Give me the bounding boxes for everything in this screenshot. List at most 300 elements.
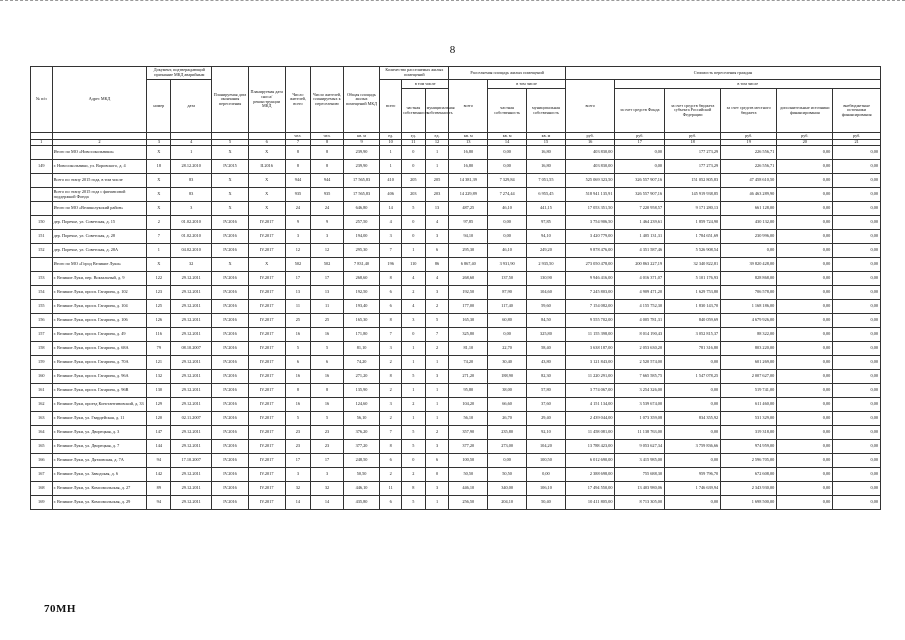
cell-total-area: 56,10: [343, 412, 380, 426]
cell-cost-extra: 0,00: [777, 202, 833, 216]
cell-cost-total: 403 830,00: [565, 146, 615, 160]
cell-area-municipal: 6 955,45: [527, 188, 566, 202]
cell-area-total: 104,20: [449, 398, 488, 412]
cell-cost-fund: 8 014 190,43: [615, 328, 665, 342]
cell-rooms-municipal: 203: [425, 188, 449, 202]
cell-rooms-municipal: 1: [425, 412, 449, 426]
cell-cost-total: 17 053 351,50: [565, 202, 615, 216]
cell-plan-relocation: IV.2016: [212, 468, 249, 482]
cell-rooms-private: 4: [401, 300, 425, 314]
cell-rooms-total: 6: [380, 496, 402, 510]
cell-rooms-municipal: 3: [425, 370, 449, 384]
cell-address: г. Великие Луки, ул. Гвардейская, д. 11: [52, 412, 147, 426]
cell-rooms-municipal: 1: [425, 384, 449, 398]
cell-cost-fund: 4 909 471,20: [615, 286, 665, 300]
cell-cost-extra: 0,00: [777, 412, 833, 426]
cell-plan-relocation: IV.2016: [212, 412, 249, 426]
cell-doc-number: X: [147, 174, 171, 188]
cell-area-municipal: 50,40: [527, 496, 566, 510]
cell-row-number: 167: [31, 468, 53, 482]
cell-cost-extra: 0,00: [777, 160, 833, 174]
cell-people: 935: [285, 188, 311, 202]
column-number: 10: [380, 140, 402, 146]
cell-row-number: 162: [31, 398, 53, 412]
cell-cost-total: 11 458 081,00: [565, 426, 615, 440]
cell-doc-date: 04.02.2010: [171, 244, 212, 258]
table-row: [31, 384, 881, 398]
table-row: [31, 160, 881, 174]
cell-plan-relocation: IV.2016: [212, 216, 249, 230]
cell-total-area: 171,80: [343, 328, 380, 342]
cell-row-number: [31, 146, 53, 160]
cell-doc-number: 144: [147, 440, 171, 454]
cell-address: г. Великие Луки, просп. Гагарина, д. 106: [52, 314, 147, 328]
cell-total-area: 74,20: [343, 356, 380, 370]
cell-rooms-private: 3: [401, 314, 425, 328]
cell-rooms-municipal: 7: [425, 328, 449, 342]
cell-row-number: 159: [31, 356, 53, 370]
cell-cost-extra: 0,00: [777, 188, 833, 202]
cell-rooms-municipal: 2: [425, 300, 449, 314]
cell-row-number: 157: [31, 328, 53, 342]
cell-cost-excess: 0,00: [833, 258, 881, 272]
cell-rooms-municipal: 2: [425, 426, 449, 440]
cell-cost-fund: 0,00: [615, 160, 665, 174]
cell-cost-region: 0,00: [665, 384, 721, 398]
column-number: 2: [52, 140, 147, 146]
cell-rooms-private: 110: [401, 258, 425, 272]
cell-area-municipal: 43,80: [527, 356, 566, 370]
cell-row-number: 166: [31, 454, 53, 468]
cell-area-total: 50,50: [449, 468, 488, 482]
cell-row-number: [31, 202, 53, 216]
cell-doc-number: 123: [147, 286, 171, 300]
column-number: 4: [171, 140, 212, 146]
cell-rooms-total: 6: [380, 300, 402, 314]
cell-doc-date: 1: [171, 146, 212, 160]
table-row: [31, 482, 881, 496]
cell-row-number: 161: [31, 384, 53, 398]
cell-address: г. Великие Луки, просп. Гагарина, д. 96В: [52, 384, 147, 398]
cell-plan-demolition: IV.2017: [248, 412, 285, 426]
cell-cost-excess: 0,00: [833, 174, 881, 188]
cell-cost-total: 3 121 843,00: [565, 356, 615, 370]
cell-total-area: 271,20: [343, 370, 380, 384]
cell-doc-number: 116: [147, 328, 171, 342]
cell-people-planned: 935: [311, 188, 343, 202]
cell-people: 944: [285, 174, 311, 188]
hdr-cost-region: за счет средств бюджета субъекта Российской Федерации: [665, 89, 721, 133]
cell-doc-number: 7: [147, 230, 171, 244]
cell-rooms-municipal: 3: [425, 482, 449, 496]
cell-doc-number: 126: [147, 314, 171, 328]
cell-cost-region: 3 052 815,37: [665, 328, 721, 342]
cell-cost-total: 2 439 044,00: [565, 412, 615, 426]
cell-cost-local: 601 269,00: [721, 356, 777, 370]
cell-row-number: 155: [31, 300, 53, 314]
cell-rooms-total: 3: [380, 398, 402, 412]
cell-address: Итого по МО «Город Великие Луки»: [52, 258, 147, 272]
hdr-total-area: Общая площадь жилых помещений МКД: [343, 67, 380, 133]
cell-area-private: 3 931,90: [488, 258, 527, 272]
cell-cost-fund: 13 403 980,06: [615, 482, 665, 496]
cell-cost-region: 1 547 078,25: [665, 370, 721, 384]
cell-area-total: 16,80: [449, 160, 488, 174]
cell-rooms-municipal: 3: [425, 440, 449, 454]
cell-plan-demolition: IV.2017: [248, 286, 285, 300]
cell-rooms-private: 0: [401, 328, 425, 342]
cell-area-private: 50,50: [488, 468, 527, 482]
cell-cost-total: 3 774 067,00: [565, 384, 615, 398]
cell-cost-region: 0,00: [665, 454, 721, 468]
cell-cost-excess: 0,00: [833, 314, 881, 328]
cell-row-number: 169: [31, 496, 53, 510]
cell-cost-region: 840 059,69: [665, 314, 721, 328]
cell-cost-fund: 1 464 239,61: [615, 216, 665, 230]
unit-cell: ед.: [425, 133, 449, 140]
cell-people-planned: 6: [311, 356, 343, 370]
cell-rooms-total: 2: [380, 356, 402, 370]
cell-area-private: 137,50: [488, 272, 527, 286]
cell-cost-total: 7 245 803,00: [565, 286, 615, 300]
cell-cost-region: 5 526 908,54: [665, 244, 721, 258]
cell-cost-total: 3 754 906,50: [565, 216, 615, 230]
cell-plan-demolition: IV.2017: [248, 468, 285, 482]
cell-plan-demolition: IV.2017: [248, 244, 285, 258]
cell-area-total: 325,80: [449, 328, 488, 342]
cell-cost-excess: 0,00: [833, 244, 881, 258]
unit-cell: ед.: [380, 133, 402, 140]
cell-cost-excess: 0,00: [833, 482, 881, 496]
hdr-area: Расселяемая площадь жилых помещений: [449, 67, 565, 80]
cell-cost-region: 1 830 143,70: [665, 300, 721, 314]
cell-doc-date: 29.12.2011: [171, 426, 212, 440]
cell-plan-demolition: IV.2017: [248, 314, 285, 328]
cell-people-planned: 14: [311, 496, 343, 510]
cell-people: 502: [285, 258, 311, 272]
cell-total-area: 17 565,83: [343, 174, 380, 188]
cell-rooms-private: 205: [401, 174, 425, 188]
cell-people-planned: 944: [311, 174, 343, 188]
cell-doc-date: 02.11.2007: [171, 412, 212, 426]
cell-area-total: 6 867,40: [449, 258, 488, 272]
cell-doc-number: 79: [147, 342, 171, 356]
cell-cost-excess: 0,00: [833, 454, 881, 468]
cell-people: 9: [285, 216, 311, 230]
cell-people-planned: 8: [311, 384, 343, 398]
cell-area-municipal: 58,40: [527, 342, 566, 356]
cell-cost-local: 88 322,00: [721, 328, 777, 342]
cell-rooms-private: 8: [401, 482, 425, 496]
cell-address: г. Великие Луки, просп. Гагарина, д. 70А: [52, 356, 147, 370]
cell-cost-excess: 0,00: [833, 188, 881, 202]
cell-cost-extra: 0,00: [777, 496, 833, 510]
cell-cost-local: 803 220,00: [721, 342, 777, 356]
cell-doc-number: 89: [147, 482, 171, 496]
cell-cost-extra: 0,00: [777, 314, 833, 328]
cell-people-planned: 16: [311, 328, 343, 342]
cell-cost-extra: 0,00: [777, 286, 833, 300]
cell-rooms-total: 2: [380, 384, 402, 398]
cell-cost-region: 1 746 639,94: [665, 482, 721, 496]
cell-area-municipal: 104,60: [527, 286, 566, 300]
cell-cost-region: 177 273,29: [665, 160, 721, 174]
hdr-rooms-total: всего: [380, 80, 402, 133]
column-number: 7: [285, 140, 311, 146]
cell-rooms-municipal: 1: [425, 356, 449, 370]
cell-area-total: 357,90: [449, 426, 488, 440]
cell-doc-date: 17.10.2007: [171, 454, 212, 468]
cell-cost-extra: 0,00: [777, 272, 833, 286]
cell-row-number: [31, 174, 53, 188]
cell-area-private: 0,00: [488, 216, 527, 230]
cell-rooms-total: 3: [380, 342, 402, 356]
unit-cell: кв. м: [488, 133, 527, 140]
cell-plan-relocation: IV.2016: [212, 482, 249, 496]
cell-cost-excess: 0,00: [833, 370, 881, 384]
cell-row-number: [31, 258, 53, 272]
cell-rooms-private: 203: [401, 188, 425, 202]
table-row: [31, 174, 881, 188]
cell-area-total: 377,20: [449, 440, 488, 454]
cell-plan-relocation: X: [212, 202, 249, 216]
cell-cost-region: 5 101 176,93: [665, 272, 721, 286]
column-number: 17: [615, 140, 665, 146]
cell-doc-number: 132: [147, 370, 171, 384]
cell-plan-demolition: IV.2017: [248, 300, 285, 314]
cell-total-area: 50,50: [343, 468, 380, 482]
cell-cost-region: 1 859 724,90: [665, 216, 721, 230]
cell-doc-date: 01.02.2010: [171, 216, 212, 230]
cell-plan-relocation: X: [212, 188, 249, 202]
column-number: 21: [833, 140, 881, 146]
cell-cost-extra: 0,00: [777, 454, 833, 468]
cell-people: 24: [285, 202, 311, 216]
cell-row-number: 154: [31, 286, 53, 300]
cell-area-municipal: 249,20: [527, 244, 566, 258]
cell-plan-demolition: X: [248, 258, 285, 272]
table-row: [31, 216, 881, 230]
cell-rooms-municipal: 1: [425, 146, 449, 160]
cell-cost-total: 9 878 476,00: [565, 244, 615, 258]
cell-doc-date: 32: [171, 258, 212, 272]
hdr-address: Адрес МКД: [52, 67, 147, 133]
table-row: [31, 398, 881, 412]
cell-area-private: 38,00: [488, 384, 527, 398]
unit-cell: руб.: [833, 133, 881, 140]
column-number: 6: [248, 140, 285, 146]
cell-area-total: 487,25: [449, 202, 488, 216]
cell-cost-total: 7 154 082,00: [565, 300, 615, 314]
column-number: 3: [147, 140, 171, 146]
cell-cost-local: 230 996,00: [721, 230, 777, 244]
cell-rooms-private: 0: [401, 216, 425, 230]
cell-total-area: 376,20: [343, 426, 380, 440]
cell-total-area: 446,10: [343, 482, 380, 496]
hdr-rooms-municipal: муниципальная собственность: [425, 89, 449, 133]
cell-area-municipal: 441,15: [527, 202, 566, 216]
cell-rooms-private: 5: [401, 496, 425, 510]
cell-people: 32: [285, 482, 311, 496]
cell-address: г. Великие Луки, просп. Гагарина, д. 49: [52, 328, 147, 342]
cell-cost-fund: 2 053 630,20: [615, 342, 665, 356]
cell-cost-excess: 0,00: [833, 146, 881, 160]
cell-cost-fund: 11 138 763,00: [615, 426, 665, 440]
cell-doc-date: 29.12.2011: [171, 468, 212, 482]
cell-doc-number: 147: [147, 426, 171, 440]
table-row: [31, 468, 881, 482]
cell-people-planned: 3: [311, 468, 343, 482]
cell-area-total: 165,30: [449, 314, 488, 328]
cell-total-area: 17 565,83: [343, 188, 380, 202]
cell-rooms-total: 2: [380, 468, 402, 482]
cell-cost-region: 0,00: [665, 356, 721, 370]
cell-row-number: 150: [31, 216, 53, 230]
cell-area-total: 56,10: [449, 412, 488, 426]
cell-cost-local: 661 128,00: [721, 202, 777, 216]
cell-cost-excess: 0,00: [833, 342, 881, 356]
cell-plan-demolition: IV.2017: [248, 342, 285, 356]
cell-plan-demolition: IV.2017: [248, 384, 285, 398]
cell-cost-local: 39 820 428,00: [721, 258, 777, 272]
cell-rooms-municipal: 4: [425, 272, 449, 286]
cell-cost-extra: 0,00: [777, 482, 833, 496]
cell-people: 16: [285, 370, 311, 384]
hdr-area-total: всего: [449, 80, 488, 133]
hdr-cost-incl: в том числе: [615, 80, 881, 89]
cell-row-number: 152: [31, 244, 53, 258]
cell-cost-region: 32 340 822,81: [665, 258, 721, 272]
cell-people: 12: [285, 244, 311, 258]
cell-area-municipal: 94,10: [527, 230, 566, 244]
cell-cost-fund: 8 713 305,00: [615, 496, 665, 510]
cell-row-number: [31, 188, 53, 202]
cell-plan-relocation: IV.2016: [212, 356, 249, 370]
cell-area-total: 95,80: [449, 384, 488, 398]
cell-rooms-municipal: 2: [425, 342, 449, 356]
cell-address: г. Великие Луки, просп. Гагарина, д. 102: [52, 286, 147, 300]
hdr-doc-number: номер: [147, 80, 171, 133]
table-row: [31, 454, 881, 468]
cell-plan-relocation: X: [212, 258, 249, 272]
cell-area-total: 100,50: [449, 454, 488, 468]
column-number: 16: [565, 140, 615, 146]
cell-plan-relocation: IV.2016: [212, 272, 249, 286]
cell-address: г. Великие Луки, ул. Комсомольская, д. 27: [52, 482, 147, 496]
cell-area-private: 117,40: [488, 300, 527, 314]
hdr-plan-demolition: Планируемая дата сноса/ реконструкции МКД: [248, 67, 285, 133]
cell-area-total: 14 229,89: [449, 188, 488, 202]
cell-cost-total: 13 788 423,00: [565, 440, 615, 454]
table-row: [31, 412, 881, 426]
cell-area-total: 256,50: [449, 496, 488, 510]
cell-area-total: 14 381,39: [449, 174, 488, 188]
cell-plan-relocation: IV.2016: [212, 496, 249, 510]
cell-doc-date: 29.12.2011: [171, 384, 212, 398]
cell-area-private: 22,70: [488, 342, 527, 356]
cell-doc-number: X: [147, 146, 171, 160]
hdr-cost-excess: внебюджетные источники финансирования: [833, 89, 881, 133]
cell-doc-number: 125: [147, 300, 171, 314]
cell-area-private: 0,00: [488, 146, 527, 160]
cell-people-planned: 16: [311, 370, 343, 384]
cell-rooms-total: 8: [380, 440, 402, 454]
cell-row-number: 165: [31, 440, 53, 454]
cell-area-municipal: 325,80: [527, 328, 566, 342]
cell-people-planned: 23: [311, 440, 343, 454]
cell-area-private: 273,00: [488, 440, 527, 454]
cell-area-private: 0,00: [488, 454, 527, 468]
cell-people: 23: [285, 426, 311, 440]
cell-cost-fund: 4 005 781,31: [615, 314, 665, 328]
cell-people: 5: [285, 342, 311, 356]
cell-doc-date: 29.12.2011: [171, 300, 212, 314]
cell-area-municipal: 100,50: [527, 454, 566, 468]
cell-rooms-total: 8: [380, 370, 402, 384]
cell-plan-demolition: IV.2017: [248, 356, 285, 370]
cell-cost-region: 0,00: [665, 426, 721, 440]
column-number: 14: [488, 140, 527, 146]
cell-rooms-total: 8: [380, 272, 402, 286]
table-row: [31, 188, 881, 202]
cell-rooms-total: 6: [380, 286, 402, 300]
cell-cost-fund: 0,00: [615, 146, 665, 160]
cell-cost-total: 10 411 805,00: [565, 496, 615, 510]
cell-cost-fund: 4 016 371,07: [615, 272, 665, 286]
cell-cost-total: 518 941 135,91: [565, 188, 615, 202]
cell-people-planned: 8: [311, 146, 343, 160]
cell-cost-fund: 1 405 131,31: [615, 230, 665, 244]
cell-people-planned: 12: [311, 244, 343, 258]
cell-doc-date: 29.12.2011: [171, 496, 212, 510]
cell-cost-fund: 7 665 585,75: [615, 370, 665, 384]
cell-area-private: 66,60: [488, 398, 527, 412]
hdr-rooms: Количество расселяемых жилых помещений: [380, 67, 449, 80]
cell-address: Всего по этапу 2015 года с финансовой поддержкой Фонда: [52, 188, 147, 202]
cell-plan-demolition: IV.2017: [248, 398, 285, 412]
unit-cell: руб.: [777, 133, 833, 140]
column-number: 19: [721, 140, 777, 146]
cell-cost-excess: 0,00: [833, 412, 881, 426]
cell-area-municipal: 29,40: [527, 412, 566, 426]
cell-area-municipal: 37,60: [527, 398, 566, 412]
cell-rooms-private: 1: [401, 384, 425, 398]
cell-cost-fund: 755 688,30: [615, 468, 665, 482]
cell-area-private: 204,10: [488, 496, 527, 510]
cell-people: 11: [285, 300, 311, 314]
cell-area-municipal: 57,80: [527, 384, 566, 398]
cell-cost-excess: 0,00: [833, 440, 881, 454]
cell-doc-date: 83: [171, 174, 212, 188]
cell-cost-region: 151 052 805,83: [665, 174, 721, 188]
cell-cost-extra: 0,00: [777, 258, 833, 272]
cell-area-municipal: 59,60: [527, 300, 566, 314]
table-row: [31, 146, 881, 160]
cell-cost-extra: 0,00: [777, 384, 833, 398]
cell-cost-total: 11 155 398,00: [565, 328, 615, 342]
cell-doc-number: 129: [147, 398, 171, 412]
cell-rooms-municipal: 6: [425, 454, 449, 468]
cell-people-planned: 5: [311, 412, 343, 426]
cell-area-total: 446,10: [449, 482, 488, 496]
cell-doc-number: X: [147, 202, 171, 216]
cell-address: г. Великие Луки, ул. Дворецкая, д. 7: [52, 440, 147, 454]
cell-plan-demolition: X: [248, 174, 285, 188]
cell-people: 16: [285, 328, 311, 342]
cell-area-municipal: 104,20: [527, 440, 566, 454]
cell-people: 25: [285, 314, 311, 328]
cell-rooms-private: 5: [401, 370, 425, 384]
